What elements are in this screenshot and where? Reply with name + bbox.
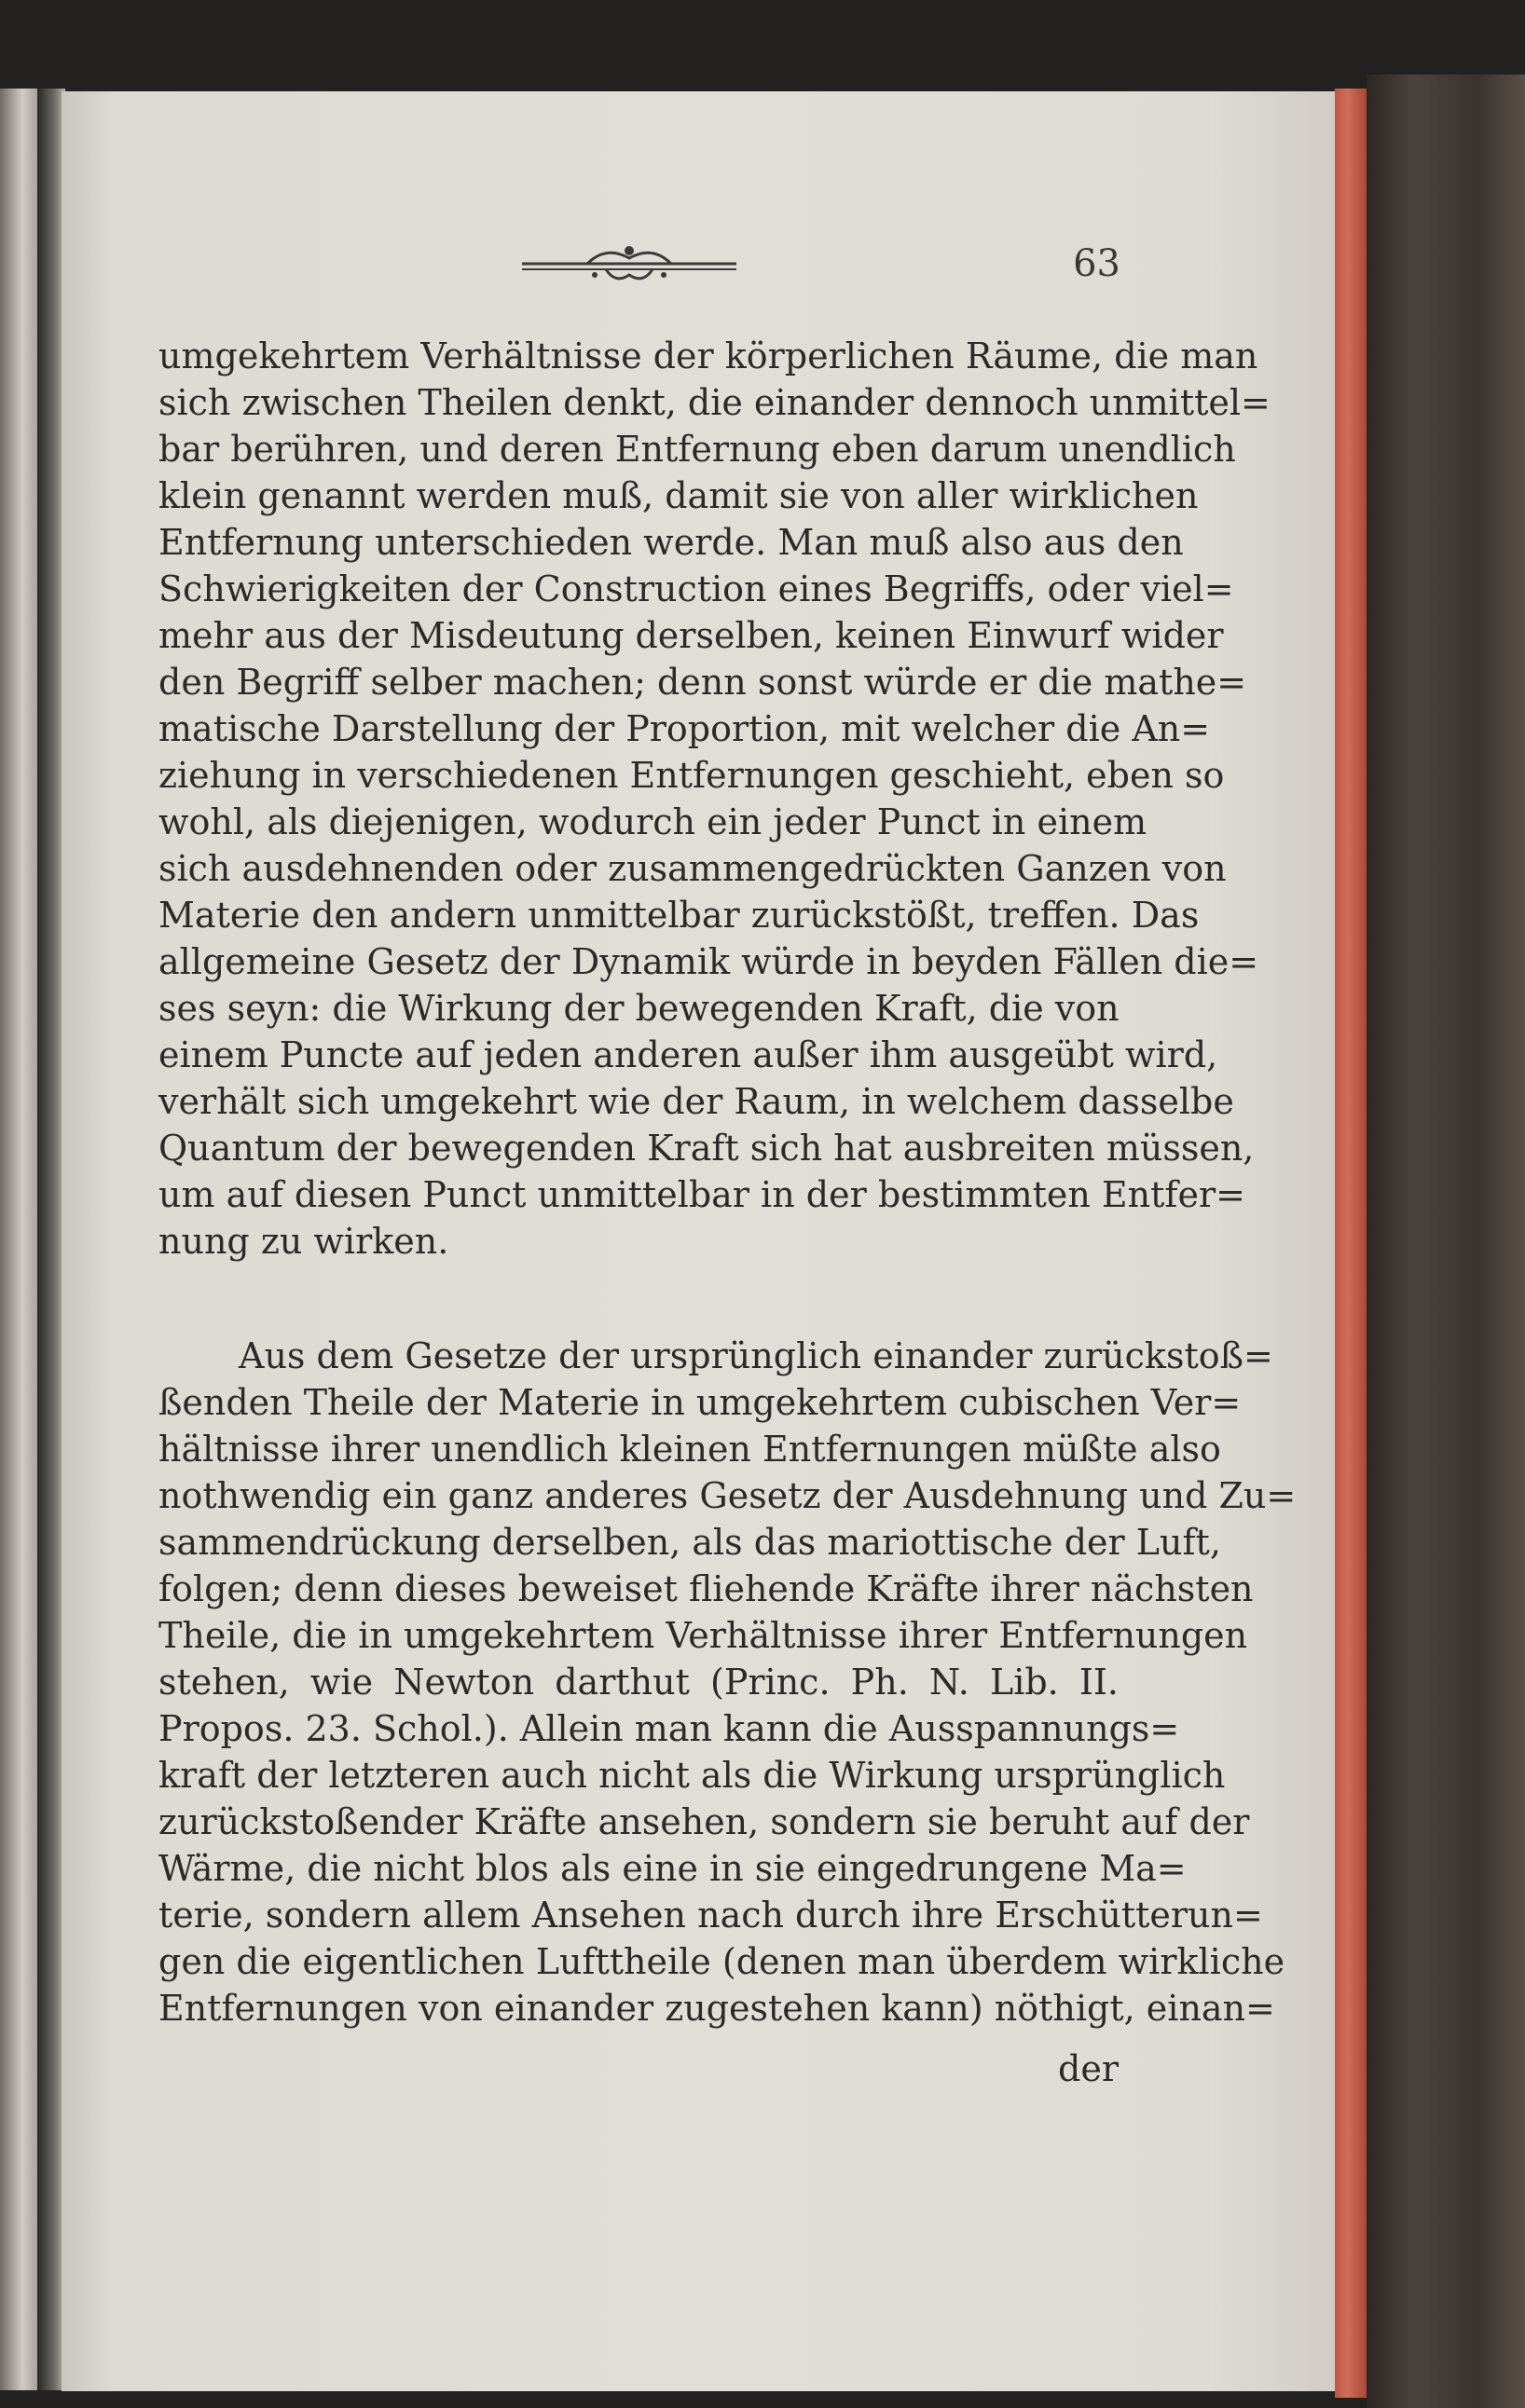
text-line: wohl, als diejenigen, wodurch ein jeder Punct in einem (158, 801, 1147, 842)
page-number: 63 (1073, 242, 1120, 285)
text-line: terie, sondern allem Ansehen nach durch ihre Erschütterun= (158, 1895, 1263, 1936)
text-line: um auf diesen Punct unmittelbar in der bestimmten Entfer= (158, 1174, 1245, 1215)
text-line: Quantum der bewegenden Kraft sich hat ausbreiten müssen, (158, 1128, 1255, 1169)
text-line: Schwierigkeiten der Construction eines Begriffs, oder viel= (158, 568, 1234, 609)
text-line: ßenden Theile der Materie in umgekehrtem cubischen Ver= (158, 1382, 1242, 1423)
text-line: bar berühren, und deren Entfernung eben darum unendlich (158, 429, 1236, 470)
text-line: Materie den andern unmittelbar zurückstößt, treffen. Das (158, 895, 1200, 936)
text-line: gen die eigentlichen Lufttheile (denen man überdem wirkliche (158, 1941, 1285, 1982)
text-line: ziehung in verschiedenen Entfernungen geschieht, eben so (158, 755, 1225, 796)
text-line: sich ausdehnenden oder zusammengedrückten Ganzen von (158, 848, 1227, 889)
text-line: einem Puncte auf jeden anderen außer ihm ausgeübt wird, (158, 1034, 1218, 1075)
previous-page-edge (0, 89, 37, 2390)
text-line: hältnisse ihrer unendlich kleinen Entfernungen müßte also (158, 1429, 1221, 1470)
text-line: nung zu wirken. (158, 1221, 449, 1262)
text-line: Entfernung unterschieden werde. Man muß also aus den (158, 522, 1184, 563)
text-line: matische Darstellung der Proportion, mit welcher die An= (158, 708, 1211, 749)
text-line: Entfernungen von einander zugestehen kann) nöthigt, einan= (158, 1988, 1275, 2029)
text-line: sammendrückung derselben, als das mariottische der Luft, (158, 1522, 1221, 1563)
book-cover-edge (1367, 75, 1525, 2408)
text-line: nothwendig ein ganz anderes Gesetz der Ausdehnung und Zu= (158, 1475, 1297, 1516)
text-line: ses seyn: die Wirkung der bewegenden Kraft, die von (158, 988, 1120, 1029)
text-line: kraft der letzteren auch nicht als die Wirkung ursprünglich (158, 1755, 1226, 1796)
text-line: zurückstoßender Kräfte ansehen, sondern sie beruht auf der (158, 1801, 1250, 1842)
text-line: sich zwischen Theilen denkt, die einander dennoch unmittel= (158, 382, 1271, 423)
text-line: Aus dem Gesetze der ursprünglich einander zurückstoß= (239, 1335, 1273, 1376)
header-ornament-icon (522, 238, 736, 294)
text-line: umgekehrtem Verhältnisse der körperlichen Räume, die man (158, 335, 1258, 376)
text-line: Theile, die in umgekehrtem Verhältnisse ihrer Entfernungen (158, 1615, 1248, 1656)
text-line: folgen; denn dieses beweiset fliehende Kräfte ihrer nächsten (158, 1568, 1254, 1609)
text-line: mehr aus der Misdeutung derselben, keinen Einwurf wider (158, 615, 1224, 656)
text-line: Propos. 23. Schol.). Allein man kann die Ausspannungs= (158, 1708, 1180, 1749)
text-line: allgemeine Gesetz der Dynamik würde in beyden Fällen die= (158, 941, 1259, 982)
red-page-edge (1335, 89, 1367, 2398)
catchword: der (1058, 2048, 1119, 2089)
text-line: stehen, wie Newton darthut (Princ. Ph. N. Lib. II. (158, 1662, 1119, 1703)
text-line: verhält sich umgekehrt wie der Raum, in welchem dasselbe (158, 1081, 1234, 1122)
text-line: klein genannt werden muß, damit sie von aller wirklichen (158, 475, 1199, 516)
text-line: den Begriff selber machen; denn sonst würde er die mathe= (158, 662, 1247, 703)
text-line: Wärme, die nicht blos als eine in sie eingedrungene Ma= (158, 1848, 1187, 1889)
